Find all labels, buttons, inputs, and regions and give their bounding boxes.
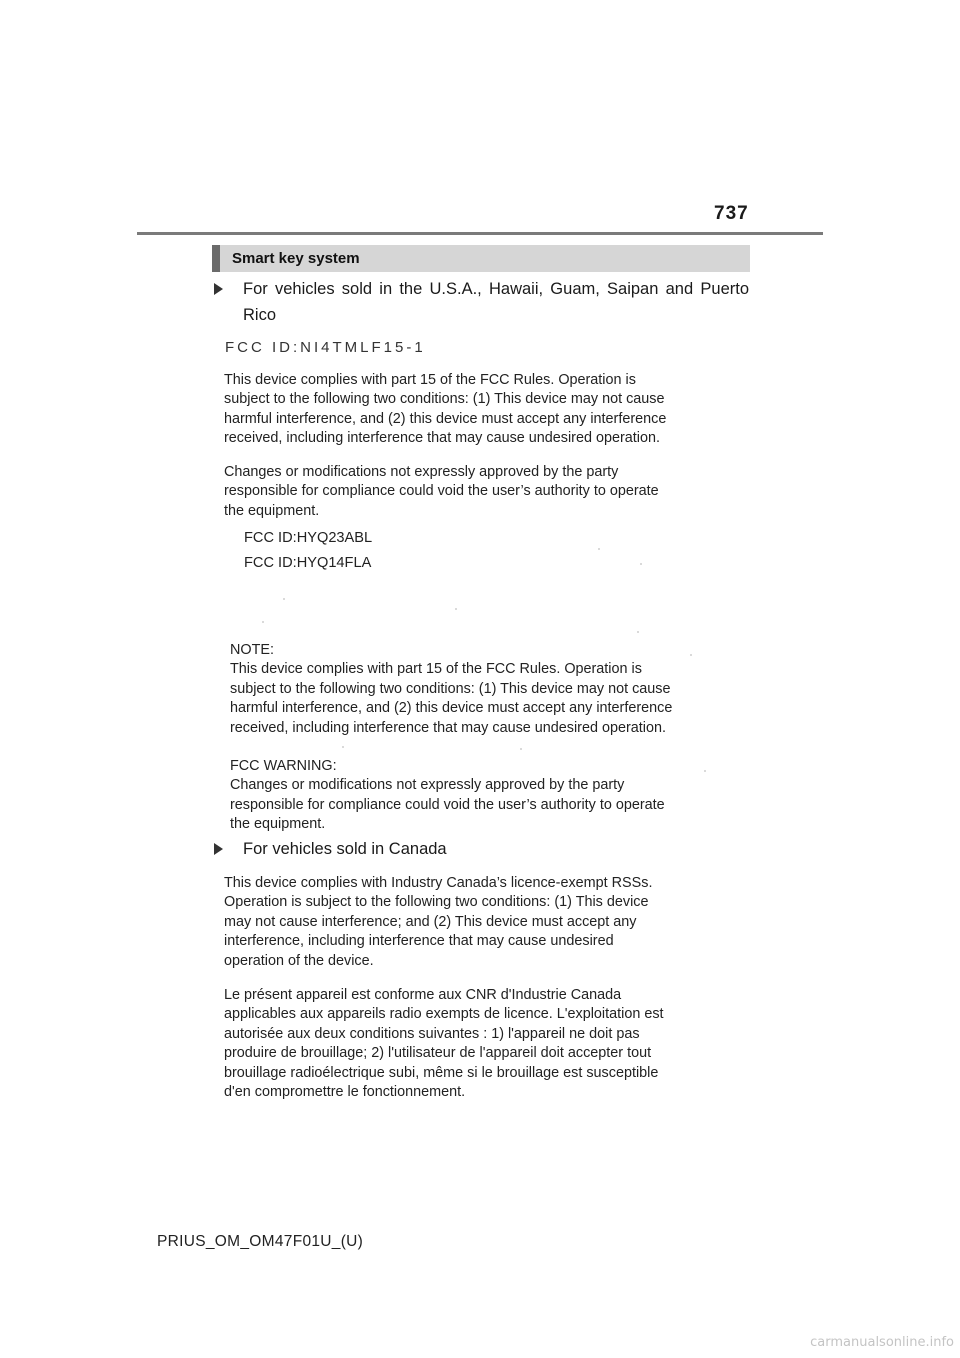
section-header	[212, 245, 750, 272]
fcc-id-hyq23abl: FCC ID:HYQ23ABL	[244, 530, 373, 546]
text-line: Changes or modifications not expressly approved by the party	[230, 777, 625, 794]
document-footer-code: PRIUS_OM_OM47F01U_(U)	[157, 1233, 364, 1250]
text-line: the equipment.	[230, 816, 326, 833]
text-line: This device complies with part 15 of the FCC Rules. Operation is	[230, 661, 642, 678]
note-heading: NOTE:	[230, 642, 274, 658]
text-line: subject to the following two conditions: (1) This device may not cause	[230, 680, 671, 697]
text-line: Operation is subject to the following two conditions: (1) This device	[224, 894, 649, 911]
bullet-usa-text: For vehicles sold in the U.S.A., Hawaii, Guam, Saipan and Puerto Rico	[243, 280, 749, 324]
text-line: interference, including interference that may cause undesired	[224, 933, 614, 950]
text-line: harmful interference, and (2) this device must accept any interference	[230, 700, 673, 717]
fcc-warning-block	[230, 757, 665, 835]
us-modification-paragraph	[224, 463, 659, 521]
text-line: harmful interference, and (2) this device must accept any interference	[224, 410, 667, 427]
text-line: the equipment.	[224, 502, 320, 519]
section-title: Smart key system	[232, 250, 360, 267]
bullet-usa	[214, 276, 749, 330]
text-line: operation of the device.	[224, 952, 374, 969]
text-line: subject to the following two conditions: (1) This device may not cause	[224, 391, 665, 408]
text-line: Le présent appareil est conforme aux CNR d'Industrie Canada	[224, 987, 622, 1003]
bullet-canada	[214, 836, 749, 864]
text-line: responsible for compliance could void the user’s authority to operate	[230, 796, 665, 813]
text-line: This device complies with Industry Canada’s licence-exempt RSSs.	[224, 875, 653, 891]
us-compliance-paragraph	[224, 371, 666, 449]
text-line: received, including interference that may cause undesired operation.	[230, 719, 666, 736]
text-line: produire de brouillage; 2) l'utilisateur de l'appareil doit accepter tout	[224, 1045, 652, 1062]
page-number: 737	[714, 203, 749, 224]
bullet-canada-text: For vehicles sold in Canada	[243, 840, 447, 858]
header-rule	[137, 232, 823, 235]
canada-french-paragraph	[224, 986, 664, 1102]
triangle-bullet-icon	[214, 283, 223, 295]
text-line: d'en compromettre le fonctionnement.	[224, 1084, 466, 1101]
fcc-id-label-top: FCC ID:NI4TMLF15-1	[225, 339, 426, 356]
text-line: autorisée aux deux conditions suivantes : 1) l'appareil ne doit pas	[224, 1025, 640, 1042]
text-line: responsible for compliance could void the user’s authority to operate	[224, 483, 659, 500]
text-line: received, including interference that may cause undesired operation.	[224, 430, 660, 447]
text-line: brouillage radioélectrique subi, même si le brouillage est susceptible	[224, 1064, 659, 1081]
canada-english-paragraph	[224, 874, 652, 971]
warning-heading: FCC WARNING:	[230, 758, 337, 774]
text-line: This device complies with part 15 of the FCC Rules. Operation is	[224, 372, 636, 388]
triangle-bullet-icon	[214, 843, 223, 855]
text-line: applicables aux appareils radio exempts de licence. L'exploitation est	[224, 1006, 664, 1023]
fcc-id-hyq14fla: FCC ID:HYQ14FLA	[244, 555, 372, 571]
text-line: may not cause interference; and (2) This device must accept any	[224, 913, 637, 930]
text-line: Changes or modifications not expressly approved by the party	[224, 464, 619, 480]
note-block	[230, 641, 672, 738]
watermark: carmanualsonline.info	[810, 1335, 954, 1350]
